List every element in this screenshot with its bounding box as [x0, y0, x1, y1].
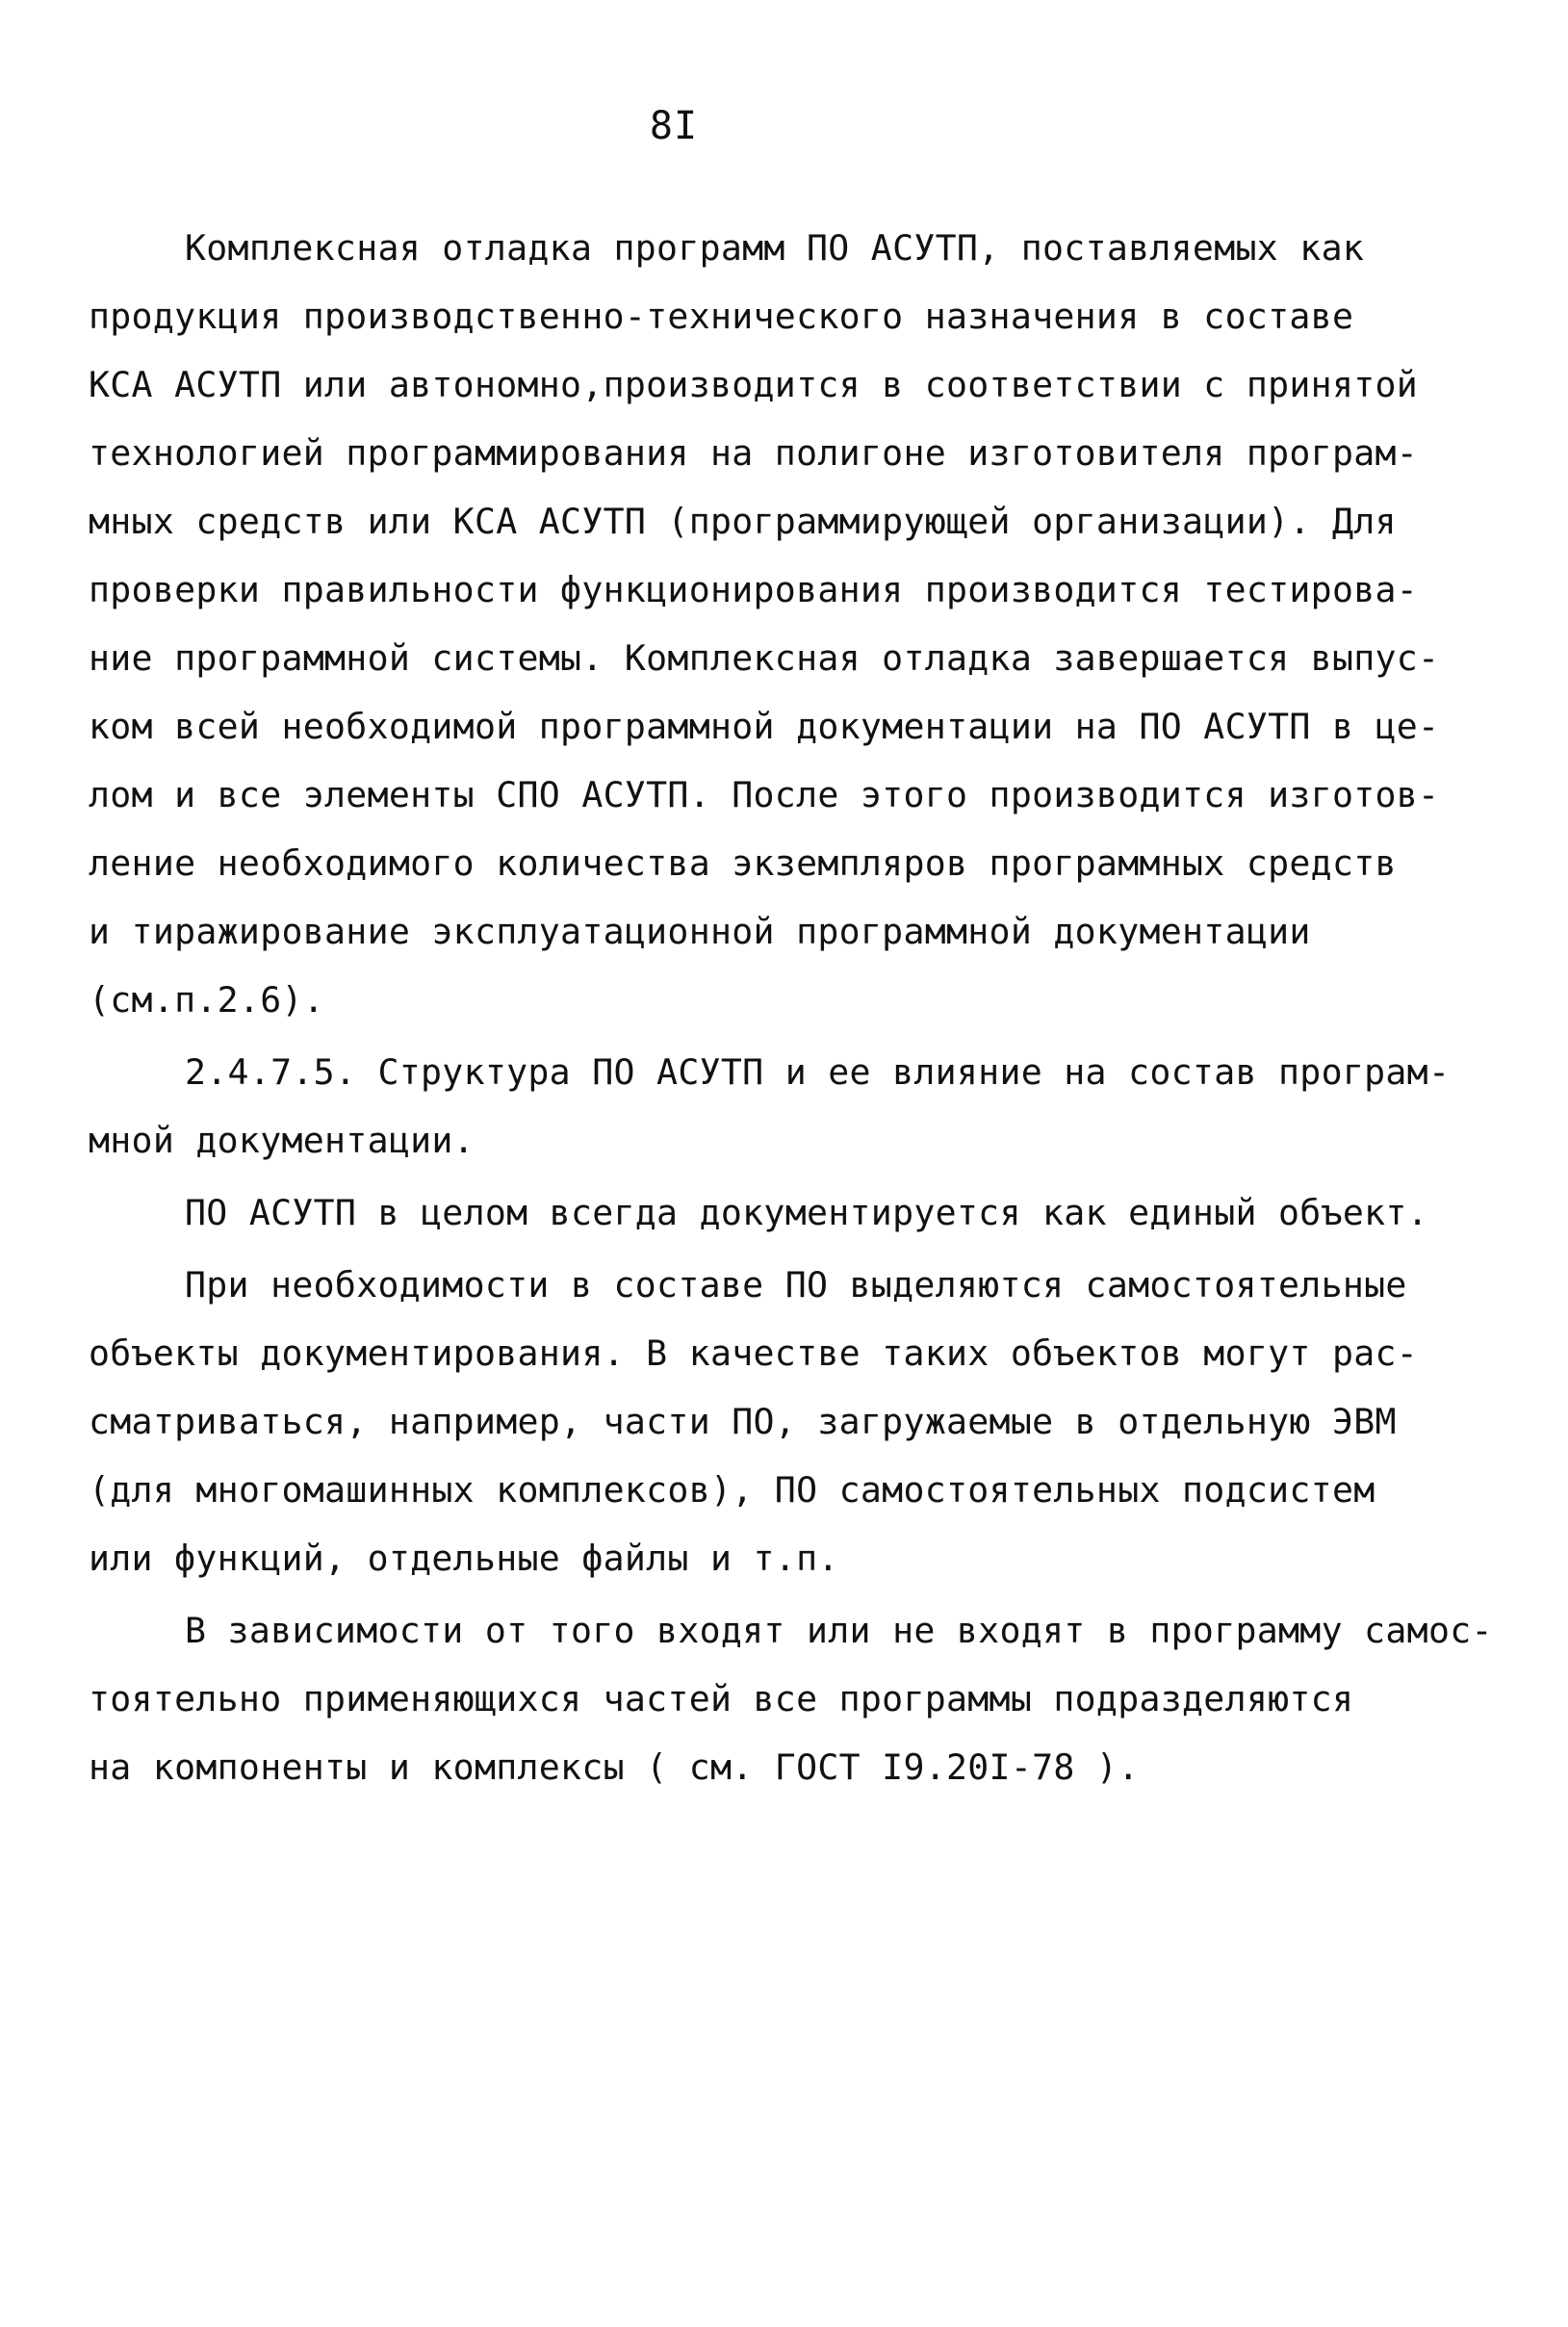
text-line: ние программной системы. Комплексная отладка завершается выпус-	[89, 637, 1440, 679]
text-line: ПО АСУТП в целом всегда документируется как единый объект.	[185, 1192, 1428, 1233]
text-line: технологией программирования на полигоне изготовителя програм-	[89, 432, 1419, 474]
section-heading-2-4-7-5	[89, 1038, 1532, 1175]
text-line: тоятельно применяющихся частей все программы подразделяются	[89, 1678, 1354, 1719]
text-line: Комплексная отладка программ ПО АСУТП, поставляемых как	[185, 227, 1365, 269]
text-line: на компоненты и комплексы ( см. ГОСТ I9.20I-78 ).	[89, 1746, 1140, 1788]
text-line: В зависимости от того входят или не входят в программу самос-	[185, 1610, 1493, 1651]
text-line: сматриваться, например, части ПО, загружаемые в отдельную ЭВМ	[89, 1401, 1397, 1442]
text-line: КСА АСУТП или автономно,производится в соответствии с принятой	[89, 364, 1419, 405]
text-line: проверки правильности функционирования производится тестирова-	[89, 569, 1419, 610]
page-number: 8I	[649, 104, 699, 148]
body-text	[89, 214, 1532, 1801]
text-line: При необходимости в составе ПО выделяются самостоятельные	[185, 1264, 1407, 1306]
text-line: 2.4.7.5. Структура ПО АСУТП и ее влияние на состав програм-	[185, 1051, 1451, 1093]
text-line: мных средств или КСА АСУТП (программирующей организации). Для	[89, 501, 1397, 542]
paragraph-documentation-objects	[89, 1251, 1532, 1592]
text-line: ком всей необходимой программной документации на ПО АСУТП в це-	[89, 706, 1440, 747]
paragraph-single-object	[89, 1178, 1532, 1247]
text-line: и тиражирование эксплуатационной программной документации	[89, 911, 1311, 952]
text-line: или функций, отдельные файлы и т.п.	[89, 1538, 839, 1579]
text-line: мной документации.	[89, 1120, 475, 1161]
text-line: лом и все элементы СПО АСУТП. После этого производится изготов-	[89, 774, 1440, 815]
text-line: продукция производственно-технического назначения в составе	[89, 296, 1354, 337]
text-line: (см.п.2.6).	[89, 979, 325, 1021]
text-line: (для многомашинных комплексов), ПО самостоятельных подсистем	[89, 1469, 1375, 1511]
text-line: объекты документирования. В качестве таких объектов могут рас-	[89, 1332, 1419, 1374]
paragraph-components-complexes	[89, 1596, 1532, 1801]
paragraph-debugging	[89, 214, 1532, 1034]
text-line: ление необходимого количества экземпляров программных средств	[89, 842, 1397, 884]
